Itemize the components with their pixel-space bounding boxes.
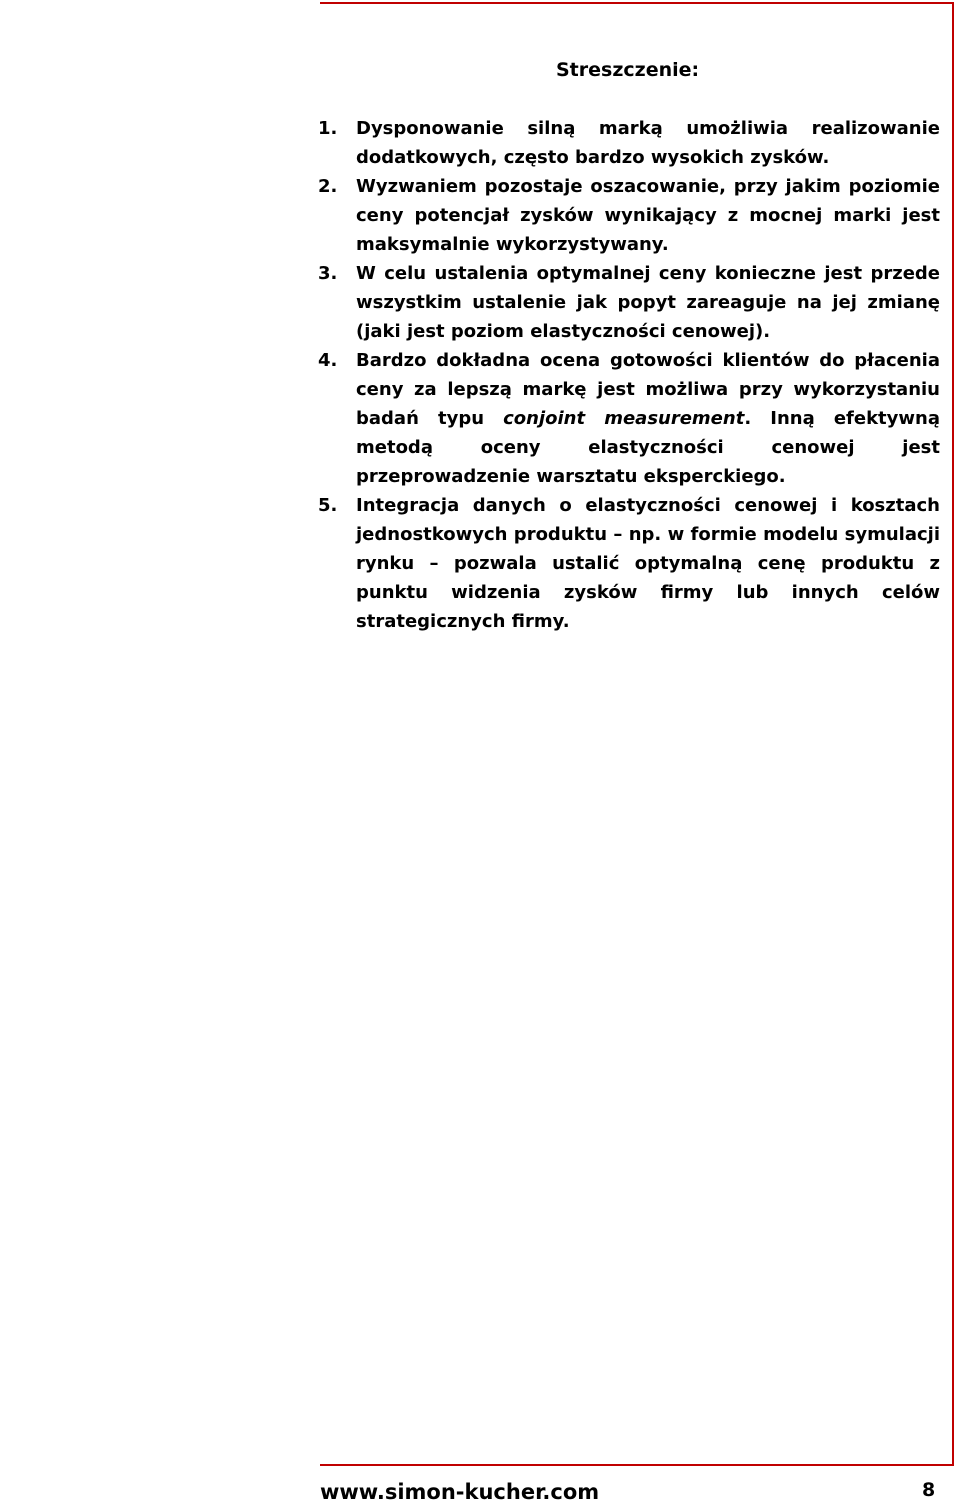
summary-item-3: [316, 259, 940, 346]
page-frame-right-border: [952, 2, 954, 1466]
item-number: 1.: [318, 118, 338, 139]
summary-list: [316, 114, 940, 636]
item-text-start: Bardzo dokładna ocena gotowości klientów do płacenia ceny za lepszą markę jest możliwa przy wykorzystaniu badań typu: [356, 350, 940, 429]
item-text: Dysponowanie silną marką umożliwia realizowanie dodatkowych, często bardzo wysokich zysków.: [356, 118, 940, 168]
item-text: Wyzwaniem pozostaje oszacowanie, przy jakim poziomie ceny potencjał zysków wynikający z mocnej marki jest maksymalnie wykorzystywany.: [356, 176, 940, 255]
summary-item-1: [316, 114, 940, 172]
item-number: 3.: [318, 263, 338, 284]
footer-website-link[interactable]: www.simon-kucher.com: [320, 1480, 600, 1504]
item-text-end: . Inną efektywną metodą oceny elastyczności cenowej jest przeprowadzenie warsztatu eksperckiego.: [356, 408, 940, 487]
page-frame-bottom-border: [320, 1464, 954, 1466]
item-number: 2.: [318, 176, 338, 197]
summary-item-5: [316, 491, 940, 636]
page-frame-top-border: [320, 2, 954, 4]
summary-item-2: [316, 172, 940, 259]
item-number: 4.: [318, 350, 338, 371]
summary-title: Streszczenie:: [556, 59, 700, 81]
summary-item-4: [316, 346, 940, 491]
item-number: 5.: [318, 495, 338, 516]
item-text-italic: conjoint measurement: [503, 408, 745, 429]
item-text: Integracja danych o elastyczności cenowej i kosztach jednostkowych produktu – np. w formie modelu symulacji rynku – pozwala ustalić optymalną cenę produktu z punktu widzenia zysków firmy lub innych celów strategicznych firmy.: [356, 495, 940, 632]
item-text: W celu ustalenia optymalnej ceny konieczne jest przede wszystkim ustalenie jak popyt zareaguje na jej zmianę (jaki jest poziom elastyczności cenowej).: [356, 263, 940, 342]
page-number: 8: [922, 1479, 936, 1501]
